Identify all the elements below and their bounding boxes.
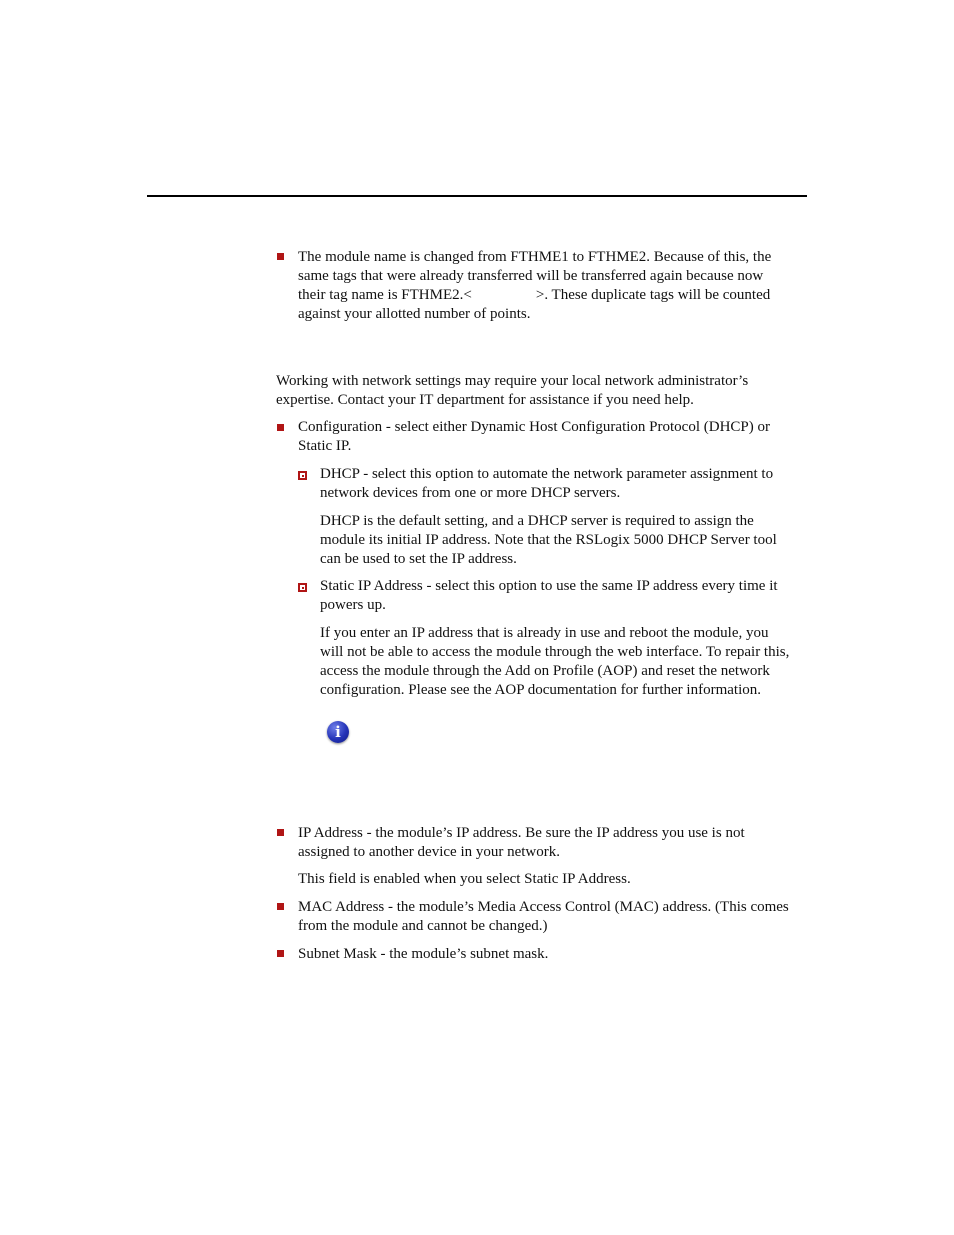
text-line: IP Address - the module’s IP address. Be sure the IP address you use is not xyxy=(298,825,745,841)
mac-address-bullet xyxy=(298,898,810,936)
text-line: powers up. xyxy=(320,597,386,613)
module-name-bullet xyxy=(298,248,808,324)
info-icon: i xyxy=(327,721,349,743)
text-line: from the module and cannot be changed.) xyxy=(298,918,548,934)
bullet-marker xyxy=(277,253,284,260)
text-line: If you enter an IP address that is already in use and reboot the module, you xyxy=(320,625,769,641)
text-line: This field is enabled when you select Static IP Address. xyxy=(298,871,631,887)
header-rule xyxy=(147,195,807,197)
text-line: access the module through the Add on Profile (AOP) and reset the network xyxy=(320,663,770,679)
ip-address-note xyxy=(298,870,808,889)
text-line: Static IP. xyxy=(298,438,352,454)
text-line: their tag name is FTHME2.< >. These duplicate tags will be counted xyxy=(298,287,771,303)
static-ip-note xyxy=(320,624,810,700)
text-line: will not be able to access the module through the web interface. To repair this, xyxy=(320,644,790,660)
text-line: DHCP is the default setting, and a DHCP server is required to assign the xyxy=(320,513,754,529)
text-line: module its initial IP address. Note that the RSLogix 5000 DHCP Server tool xyxy=(320,532,777,548)
text-line: Configuration - select either Dynamic Host Configuration Protocol (DHCP) or xyxy=(298,419,770,435)
text-line: same tags that were already transferred will be transferred again because now xyxy=(298,268,764,284)
bullet-marker xyxy=(277,424,284,431)
ip-address-bullet xyxy=(298,824,808,862)
sub-bullet-marker xyxy=(298,583,307,592)
text-line: MAC Address - the module’s Media Access Control (MAC) address. (This comes xyxy=(298,899,789,915)
dhcp-note xyxy=(320,512,808,569)
text-line: The module name is changed from FTHME1 to FTHME2. Because of this, the xyxy=(298,249,772,265)
text-line: against your allotted number of points. xyxy=(298,306,531,322)
bullet-marker xyxy=(277,903,284,910)
bullet-marker xyxy=(277,950,284,957)
subnet-mask-bullet xyxy=(298,945,808,964)
text-line: expertise. Contact your IT department for assistance if you need help. xyxy=(276,392,694,408)
static-ip-sub-bullet xyxy=(320,577,808,615)
configuration-bullet xyxy=(298,418,808,456)
bullet-marker xyxy=(277,829,284,836)
intro-paragraph xyxy=(276,372,808,410)
text-line: network devices from one or more DHCP servers. xyxy=(320,485,621,501)
text-line: assigned to another device in your network. xyxy=(298,844,561,860)
text-line: can be used to set the IP address. xyxy=(320,551,517,567)
text-line: Subnet Mask - the module’s subnet mask. xyxy=(298,946,549,962)
text-line: DHCP - select this option to automate the network parameter assignment to xyxy=(320,466,774,482)
dhcp-sub-bullet xyxy=(320,465,808,503)
sub-bullet-marker xyxy=(298,471,307,480)
text-line: Working with network settings may require your local network administrator’s xyxy=(276,373,749,389)
text-line: Static IP Address - select this option to use the same IP address every time it xyxy=(320,578,778,594)
text-line: configuration. Please see the AOP documentation for further information. xyxy=(320,682,761,698)
